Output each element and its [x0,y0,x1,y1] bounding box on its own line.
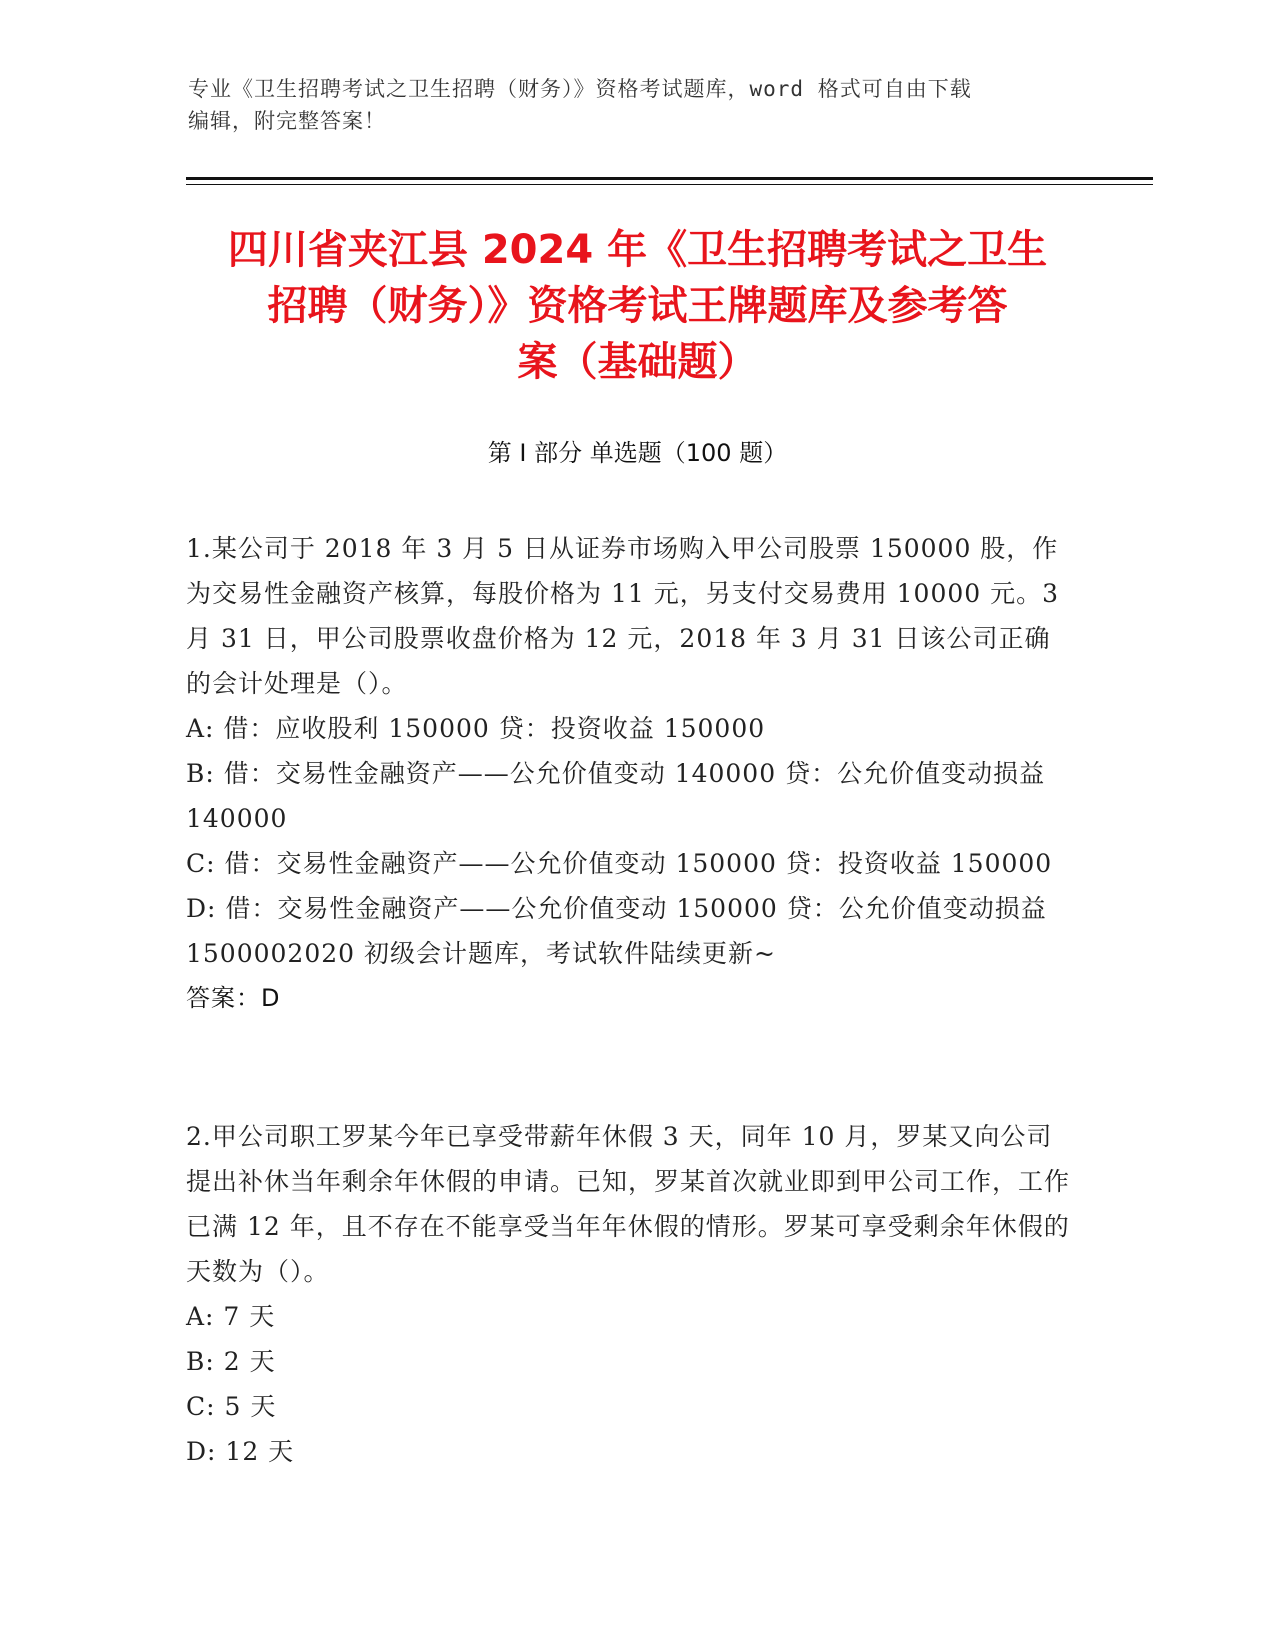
question-1-option-a: A: 借：应收股利 150000 贷：投资收益 150000 [186,714,766,743]
header-divider-thin [186,184,1153,185]
question-2-option-d: D: 12 天 [186,1437,295,1466]
question-1-answer: 答案：D [186,984,281,1012]
question-2-option-a: A: 7 天 [186,1302,276,1331]
question-2 [186,1114,1076,1474]
question-2-stem: 2.甲公司职工罗某今年已享受带薪年休假 3 天，同年 10 月，罗某又向公司提出补休当年剩余年休假的申请。已知，罗某首次就业即到甲公司工作，工作已满 12 年，且不存在不能享受当年年休假的情形。罗某可享受剩余年休假的天数为（）。 [186,1122,1071,1286]
document-title-line-2: 招聘（财务）》资格考试王牌题库及参考答 [267,283,1008,329]
question-1-stem: 1.某公司于 2018 年 3 月 5 日从证券市场购入甲公司股票 150000 股，作为交易性金融资产核算，每股价格为 11 元，另支付交易费用 10000 元。3 月 31 日，甲公司股票收盘价格为 12 元，2018 年 3 月 31 日该公司正确的会计处理是（）。 [186,534,1060,698]
header-note-line-1: 专业《卫生招聘考试之卫生招聘（财务）》资格考试题库，word 格式可自由下载 [188,77,972,101]
section-heading: 第 I 部分 单选题（100 题） [487,439,788,467]
question-2-option-b: B: 2 天 [186,1347,276,1376]
question-2-option-c: C: 5 天 [186,1392,277,1421]
document-title-line-1: 四川省夹江县 2024 年《卫生招聘考试之卫生 [227,227,1048,273]
document-title [160,222,1115,390]
document-title-line-3: 案（基础题） [517,339,758,385]
header-note-line-2: 编辑，附完整答案！ [188,109,386,133]
question-1-option-b: B: 借：交易性金融资产——公允价值变动 140000 贷：公允价值变动损益 140000 [186,759,1046,833]
header-note [188,73,1088,137]
question-1-option-d: D: 借：交易性金融资产——公允价值变动 150000 贷：公允价值变动损益 1500002020 初级会计题库，考试软件陆续更新~ [186,894,1047,968]
question-1 [186,526,1076,1021]
question-1-option-c: C: 借：交易性金融资产——公允价值变动 150000 贷：投资收益 150000 [186,849,1053,878]
header-divider-thick [186,177,1153,180]
